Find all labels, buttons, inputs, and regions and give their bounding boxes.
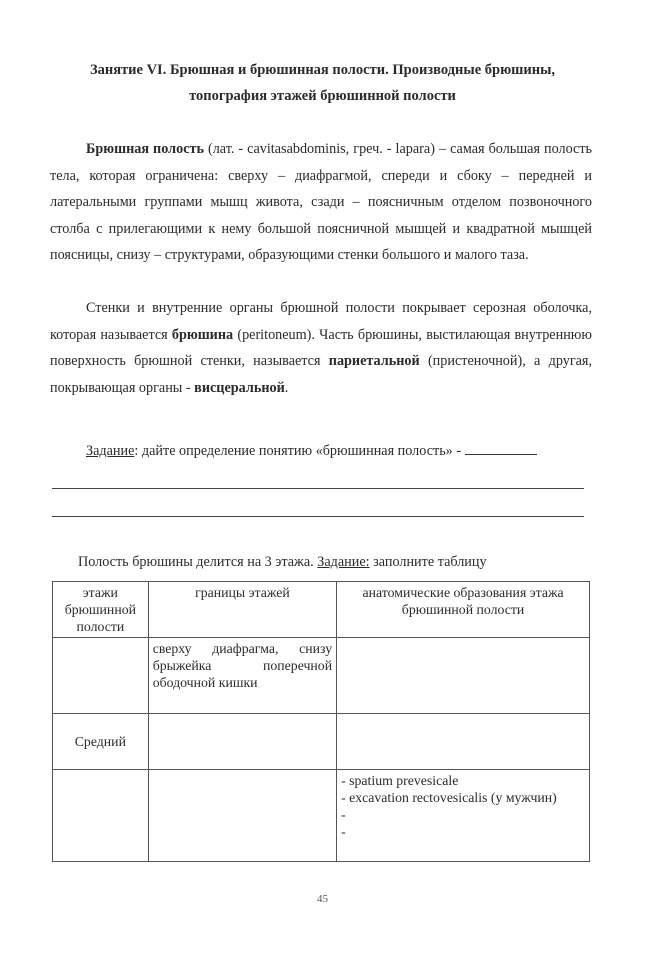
header-structures: анатомические образования этажа брюшинной полости: [337, 582, 590, 638]
cell-structures: [337, 770, 590, 862]
table-intro: [78, 554, 487, 571]
table-intro-rest: заполните таблицу: [369, 554, 487, 570]
cell-borders[interactable]: [148, 770, 336, 862]
task-label: Задание:: [317, 554, 370, 570]
page-number: 45: [317, 893, 328, 905]
paragraph-text: (лат. - cavitasabdominis, греч. - lapara) – самая большая полость тела, которая ограничена: сверху – диафрагмой, спереди и сбоку – передней и латеральными группами мышц живота, сзади – поясничным отделом позвоночного столба с прилегающими к нему большой поясничной мышцей и квадратной мышцей поясницы, снизу – структурами, образующими стенки большого и малого таза.: [50, 141, 593, 263]
term-peritoneum: брюшина: [171, 326, 234, 343]
task-label: Задание: [86, 443, 135, 459]
floors-table: [52, 581, 590, 862]
title-line-2: топография этажей брюшинной полости: [189, 88, 456, 104]
cell-floor[interactable]: [53, 770, 149, 862]
table-header-row: [53, 582, 590, 638]
paragraph-text: (пристеночной), а другая, покрывающая органы -: [50, 353, 593, 396]
answer-line[interactable]: [52, 516, 584, 517]
task-text: : дайте определение понятию «брюшинная полость» -: [134, 443, 465, 459]
paragraph-text: .: [284, 379, 289, 396]
term-visceral: висцеральной: [194, 379, 285, 396]
structure-item: -: [341, 807, 346, 822]
answer-line[interactable]: [52, 488, 584, 489]
header-floors: этажи брюшинной полости: [53, 582, 149, 638]
task-definition: [86, 440, 596, 460]
structure-item: - excavation rectovesicalis (у мужчин): [341, 790, 557, 805]
page-title: [40, 57, 605, 109]
table-row: [53, 638, 590, 714]
cell-borders: сверху диафрагма, снизу брыжейка поперечной ободочной кишки: [148, 638, 336, 714]
table-row: [53, 714, 590, 770]
title-line-1: Занятие VI. Брюшная и брюшинная полости. Производные брюшины,: [89, 62, 556, 78]
cell-structures[interactable]: [337, 714, 590, 770]
table-intro-text: Полость брюшины делится на 3 этажа.: [78, 554, 318, 570]
cell-structures[interactable]: [337, 638, 590, 714]
cell-floor[interactable]: [53, 638, 149, 714]
cell-borders[interactable]: [148, 714, 336, 770]
paragraph-text: (peritoneum). Часть брюшины, выстилающая внутреннюю поверхность брюшной стенки, называется: [50, 326, 592, 369]
paragraph-abdominal-cavity: [50, 136, 592, 269]
term-abdominal-cavity: Брюшная полость: [86, 141, 204, 157]
paragraph-peritoneum: [50, 295, 592, 401]
answer-blank[interactable]: [465, 440, 537, 455]
paragraph-text: Стенки и внутренние органы брюшной полости покрывает серозная оболочка, которая называется: [50, 300, 592, 343]
structure-item: - spatium prevesicale: [341, 773, 459, 788]
cell-floor: Средний: [53, 714, 149, 770]
term-parietal: париетальной: [328, 353, 420, 369]
structure-item: -: [341, 824, 346, 839]
header-borders: границы этажей: [148, 582, 336, 638]
table-row: [53, 770, 590, 862]
